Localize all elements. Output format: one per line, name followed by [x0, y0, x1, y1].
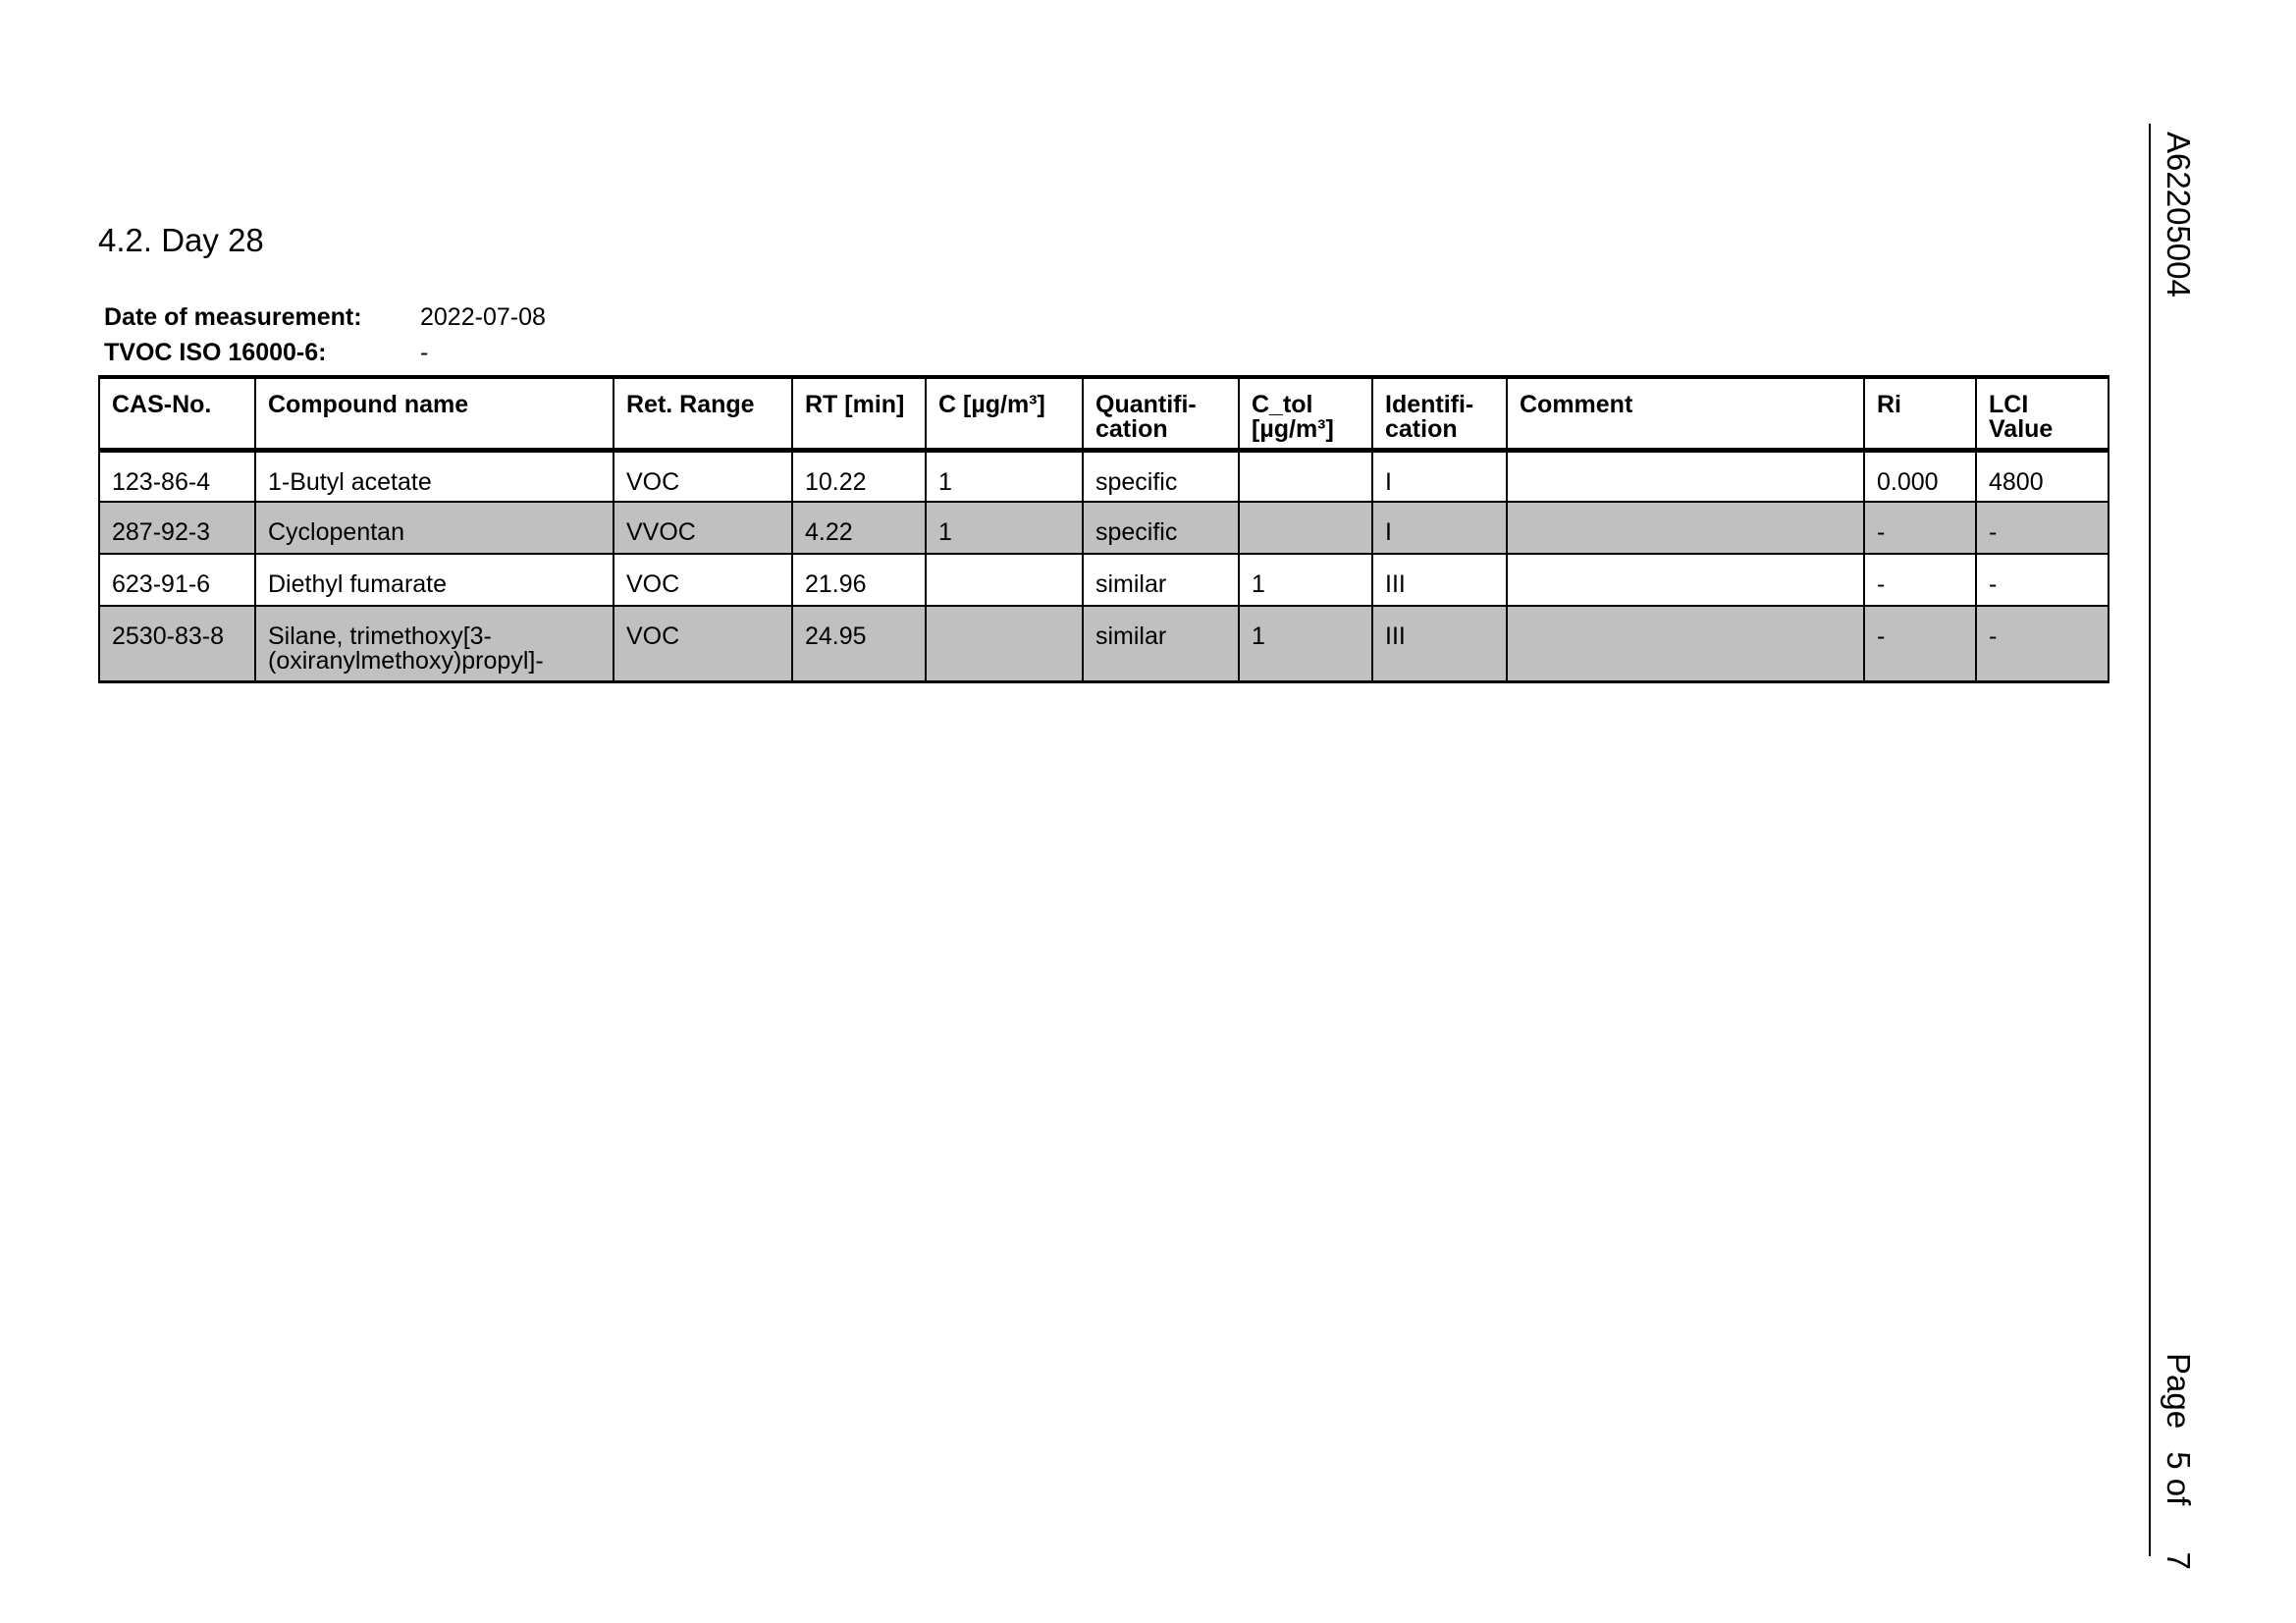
cell-compound-name: [255, 606, 614, 681]
cell-c: [926, 606, 1083, 681]
cell-c: [926, 554, 1083, 606]
cell-rt: [792, 554, 926, 606]
cell-text: I: [1385, 518, 1392, 546]
cell-text: 123-86-4: [112, 467, 211, 496]
cell-text: VOC: [626, 622, 680, 650]
header-ri: [1864, 377, 1976, 450]
cell-text: 1: [938, 518, 952, 546]
cell-text: III: [1385, 622, 1406, 650]
cell-identification: [1372, 606, 1507, 681]
header-text: Quantifi-: [1095, 391, 1197, 418]
cell-cas-no: [99, 606, 255, 681]
cell-text: 1: [1252, 570, 1265, 598]
cell-text: VOC: [626, 570, 680, 598]
cell-ret-range: [614, 450, 792, 502]
cell-text: similar: [1095, 570, 1167, 598]
cell-text: 10.22: [805, 467, 867, 496]
cell-text: Cyclopentan: [268, 518, 404, 546]
cell-lci-value: [1976, 450, 2109, 502]
side-rule: [2149, 124, 2151, 1556]
cell-ri: [1864, 502, 1976, 554]
date-value: 2022-07-08: [420, 303, 546, 331]
cell-compound-name: [255, 450, 614, 502]
cell-lci-value: [1976, 554, 2109, 606]
header-identification: [1372, 377, 1507, 450]
cell-c: [926, 502, 1083, 554]
header-c: [926, 377, 1083, 450]
cell-rt: [792, 502, 926, 554]
cell-ret-range: [614, 606, 792, 681]
cell-text: I: [1385, 467, 1392, 496]
header-quantification: [1083, 377, 1239, 450]
page-of: of: [2161, 1478, 2197, 1506]
cell-identification: [1372, 450, 1507, 502]
cell-text: 1: [1252, 622, 1265, 650]
header-text: [µg/m³]: [1252, 415, 1334, 443]
header-text: cation: [1385, 415, 1458, 443]
cell-text: -: [1877, 622, 1886, 650]
cell-text: VVOC: [626, 518, 696, 546]
header-text: Ret. Range: [626, 391, 755, 418]
cell-lci-value: [1976, 502, 2109, 554]
cell-text: specific: [1095, 467, 1178, 496]
tvoc-label: TVOC ISO 16000-6:: [104, 339, 327, 366]
cell-cas-no: [99, 450, 255, 502]
header-text: C [µg/m³]: [938, 391, 1045, 418]
cell-ret-range: [614, 554, 792, 606]
cell-text: 0.000: [1877, 467, 1939, 496]
cell-text: 24.95: [805, 622, 867, 650]
cell-compound-name: [255, 502, 614, 554]
header-text: Comment: [1520, 391, 1633, 418]
cell-text: 21.96: [805, 570, 867, 598]
cell-rt: [792, 450, 926, 502]
table-row: [99, 502, 2109, 554]
page-total: 7: [2161, 1551, 2197, 1570]
header-text: Identifi-: [1385, 391, 1474, 418]
cell-text: III: [1385, 570, 1406, 598]
cell-quantification: [1083, 606, 1239, 681]
cell-text: VOC: [626, 467, 680, 496]
cell-text: Silane, trimethoxy[3-: [268, 622, 492, 650]
cell-c-tol: [1239, 502, 1372, 554]
cell-cas-no: [99, 502, 255, 554]
cell-c-tol: [1239, 606, 1372, 681]
cell-compound-name: [255, 554, 614, 606]
section-title: 4.2. Day 28: [98, 222, 264, 258]
tvoc-value: -: [420, 339, 429, 366]
results-table: [98, 375, 2109, 683]
cell-text: -: [1989, 622, 1998, 650]
cell-text: 1-Butyl acetate: [268, 467, 432, 496]
table-row: [99, 450, 2109, 502]
cell-text: -: [1877, 570, 1886, 598]
header-cas-no: [99, 377, 255, 450]
cell-ri: [1864, 450, 1976, 502]
cell-c: [926, 450, 1083, 502]
cell-text: 1: [938, 467, 952, 496]
header-text: Ri: [1877, 391, 1901, 418]
header-text: C_tol: [1252, 391, 1313, 418]
header-compound-name: [255, 377, 614, 450]
cell-text: similar: [1095, 622, 1167, 650]
header-comment: [1507, 377, 1864, 450]
cell-comment: [1507, 450, 1864, 502]
page-label: Page: [2161, 1353, 2197, 1430]
cell-text: -: [1989, 570, 1998, 598]
header-text: CAS-No.: [112, 391, 212, 418]
cell-comment: [1507, 606, 1864, 681]
cell-text: 287-92-3: [112, 518, 211, 546]
table-row: [99, 606, 2109, 681]
table-row: [99, 554, 2109, 606]
cell-identification: [1372, 554, 1507, 606]
header-ret-range: [614, 377, 792, 450]
header-row: [99, 377, 2109, 450]
cell-text: specific: [1095, 518, 1178, 546]
cell-identification: [1372, 502, 1507, 554]
cell-quantification: [1083, 450, 1239, 502]
cell-lci-value: [1976, 606, 2109, 681]
header-text: cation: [1095, 415, 1168, 443]
header-text: Compound name: [268, 391, 469, 418]
page-indicator: [2160, 1353, 2197, 1570]
table-header: [99, 377, 2109, 450]
date-label: Date of measurement:: [104, 303, 362, 331]
cell-text: Diethyl fumarate: [268, 570, 448, 598]
header-text: RT [min]: [805, 391, 905, 418]
cell-comment: [1507, 554, 1864, 606]
cell-ri: [1864, 606, 1976, 681]
cell-text: (oxiranylmethoxy)propyl]-: [268, 647, 544, 675]
header-text: LCI: [1989, 391, 2029, 418]
cell-cas-no: [99, 554, 255, 606]
cell-text: 4.22: [805, 518, 853, 546]
header-rt: [792, 377, 926, 450]
cell-text: 2530-83-8: [112, 622, 224, 650]
cell-text: 4800: [1989, 467, 2044, 496]
cell-ret-range: [614, 502, 792, 554]
cell-text: 623-91-6: [112, 570, 211, 598]
cell-c-tol: [1239, 450, 1372, 502]
cell-quantification: [1083, 554, 1239, 606]
cell-c-tol: [1239, 554, 1372, 606]
cell-quantification: [1083, 502, 1239, 554]
header-text: Value: [1989, 415, 2054, 443]
cell-text: -: [1877, 518, 1886, 546]
header-c-tol: [1239, 377, 1372, 450]
table-body: [99, 450, 2109, 681]
cell-text: -: [1989, 518, 1998, 546]
cell-rt: [792, 606, 926, 681]
header-lci-value: [1976, 377, 2109, 450]
document-number: A62205004: [2161, 132, 2197, 298]
cell-comment: [1507, 502, 1864, 554]
cell-ri: [1864, 554, 1976, 606]
page-number: 5: [2161, 1451, 2197, 1470]
